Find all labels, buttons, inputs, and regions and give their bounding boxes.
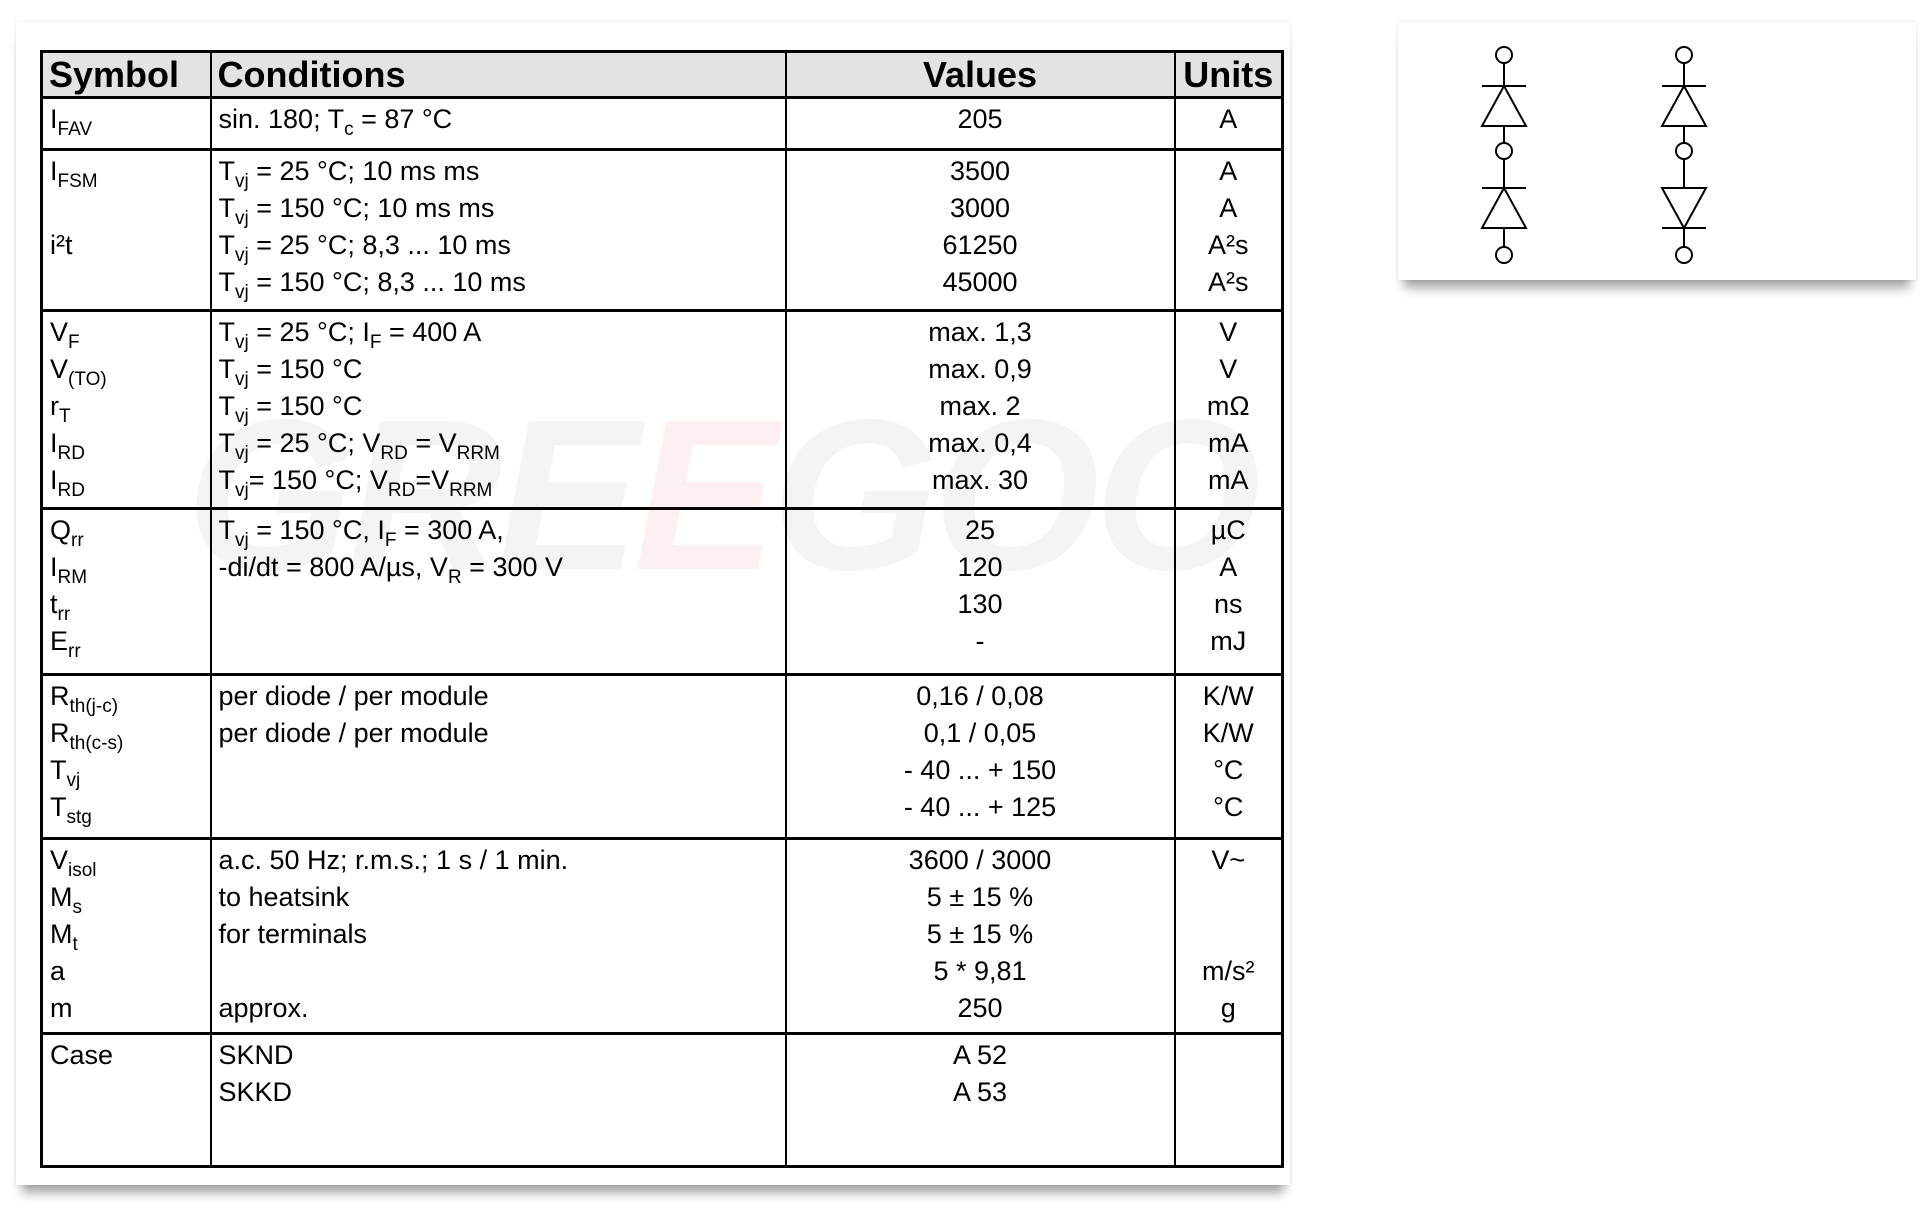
- values-cell: [786, 509, 1175, 675]
- symbol: $R_{th(c-s)}$: [50, 718, 124, 754]
- conditions-cell: [211, 311, 786, 509]
- conditions-cell: [211, 509, 786, 675]
- values-cell: [786, 150, 1175, 311]
- condition: to heatsink: [218, 882, 350, 912]
- condition: [219, 752, 778, 789]
- symbol-cell: [42, 509, 211, 675]
- unit: mΩ: [1206, 391, 1250, 421]
- symbol: $E_{rr}$: [50, 626, 81, 662]
- condition: $T_{vj} = 25$ °C; $V_{RD} = V_{RRM}$: [218, 428, 500, 464]
- symbol: [50, 1074, 203, 1111]
- circuit-diagram: [1398, 22, 1916, 280]
- table-row: [42, 311, 1283, 509]
- units-cell: [1175, 509, 1283, 675]
- conditions-cell: [211, 98, 786, 150]
- values-cell: [786, 675, 1175, 839]
- value: max. 0,9: [928, 354, 1032, 384]
- value: 61250: [942, 230, 1018, 260]
- diode-anti-series-icon: [1662, 47, 1706, 263]
- table-row: [42, 98, 1283, 150]
- symbol: $R_{th(j-c)}$: [50, 681, 119, 717]
- unit: µC: [1210, 515, 1246, 545]
- symbol: $M_t$: [50, 919, 78, 955]
- unit: A²s: [1208, 230, 1249, 260]
- symbol: $I_{RD}$: [50, 465, 85, 501]
- datasheet-table-card: [16, 22, 1290, 1185]
- value: max. 0,4: [928, 428, 1032, 458]
- condition: [219, 789, 778, 826]
- units-cell: [1175, 675, 1283, 839]
- condition: a.c. 50 Hz; r.m.s.; 1 s / 1 min.: [218, 845, 569, 875]
- symbol: i²t: [50, 230, 73, 260]
- value: - 40 ... + 125: [903, 792, 1057, 822]
- unit: m/s²: [1202, 956, 1255, 986]
- unit: A: [1219, 552, 1238, 582]
- symbol-cell: [42, 1034, 211, 1167]
- units-cell: [1175, 1034, 1283, 1167]
- symbol-cell: [42, 98, 211, 150]
- table-header: [42, 52, 1283, 98]
- symbol: Case: [50, 1040, 114, 1070]
- header-symbol: Symbol: [42, 52, 211, 98]
- conditions-cell: [211, 150, 786, 311]
- symbol: $T_{vj}$: [50, 755, 81, 791]
- condition: per diode / per module: [218, 681, 489, 711]
- conditions-cell: [211, 675, 786, 839]
- value: 3600 / 3000: [908, 845, 1052, 875]
- value: 130: [957, 589, 1003, 619]
- symbol: [50, 190, 203, 227]
- symbol: $I_{RD}$: [50, 428, 85, 464]
- table-row: [42, 509, 1283, 675]
- unit: °C: [1213, 755, 1244, 785]
- condition: $T_{vj} = 150$ °C; 8,3 ... 10 ms: [218, 267, 526, 303]
- value: max. 2: [939, 391, 1021, 421]
- symbol: $I_{FAV}$: [50, 104, 93, 140]
- condition: [219, 953, 778, 990]
- condition: $T_{vj} = 25$ °C; $I_F = 400$ A: [218, 317, 482, 353]
- condition: SKND: [218, 1040, 294, 1070]
- unit: A: [1219, 104, 1238, 134]
- conditions-cell: [211, 1034, 786, 1167]
- unit: A²s: [1208, 267, 1249, 297]
- unit: [1183, 916, 1275, 953]
- watermark: E: [633, 374, 772, 615]
- condition: $T_{vj} = 150$ °C: [218, 354, 363, 390]
- units-cell: [1175, 98, 1283, 150]
- value: - 40 ... + 150: [903, 755, 1057, 785]
- header-conditions: Conditions: [211, 52, 786, 98]
- condition: $T_{vj} = 25$ °C; 8,3 ... 10 ms: [218, 230, 511, 266]
- condition: [219, 623, 778, 660]
- value: 25: [964, 515, 996, 545]
- header-values: Values: [786, 52, 1175, 98]
- condition: sin. 180; $T_c = 87$ °C: [218, 104, 453, 140]
- symbol: $V_{(TO)}$: [50, 354, 107, 390]
- conditions-cell: [211, 839, 786, 1034]
- condition: $T_{vj} = 150$ °C: [218, 391, 363, 427]
- value: 205: [957, 104, 1003, 134]
- values-cell: [786, 1034, 1175, 1167]
- value: 250: [957, 993, 1003, 1023]
- unit: [1183, 1074, 1275, 1111]
- symbol: $r_T$: [50, 391, 71, 427]
- symbol: a: [50, 956, 66, 986]
- table-row: [42, 675, 1283, 839]
- symbol-cell: [42, 150, 211, 311]
- unit: [1183, 1037, 1275, 1074]
- unit: mJ: [1210, 626, 1247, 656]
- unit: V: [1219, 317, 1238, 347]
- condition: per diode / per module: [218, 718, 489, 748]
- value: A 53: [952, 1077, 1008, 1107]
- symbol-cell: [42, 311, 211, 509]
- condition: SKKD: [218, 1077, 293, 1107]
- specification-table: [40, 50, 1284, 1168]
- table-row: [42, 839, 1283, 1034]
- circuit-diagram-card: [1398, 22, 1916, 280]
- symbol-cell: [42, 839, 211, 1034]
- value: 3500: [949, 156, 1011, 186]
- diode-series-common-cathode-icon: [1482, 47, 1526, 263]
- value: 120: [957, 552, 1003, 582]
- unit: A: [1219, 156, 1238, 186]
- value: -: [975, 626, 985, 656]
- value: max. 30: [931, 465, 1029, 495]
- unit: °C: [1213, 792, 1244, 822]
- value: max. 1,3: [928, 317, 1032, 347]
- unit: ns: [1213, 589, 1243, 619]
- condition: -di/dt = 800 A/µs, $V_R = 300$ V: [218, 552, 564, 588]
- units-cell: [1175, 150, 1283, 311]
- header-units: Units: [1175, 52, 1283, 98]
- value: 5 ± 15 %: [926, 919, 1034, 949]
- symbol: $t_{rr}$: [50, 589, 71, 625]
- condition: $T_{vj}= 150$ °C; $V_{RD}=V_{RRM}$: [218, 465, 493, 501]
- condition: for terminals: [218, 919, 368, 949]
- value: 5 ± 15 %: [926, 882, 1034, 912]
- symbol: $I_{FSM}$: [50, 156, 98, 192]
- unit: mA: [1208, 428, 1249, 458]
- condition: $T_{vj} = 150$ °C; 10 ms ms: [218, 193, 495, 229]
- unit: g: [1220, 993, 1236, 1023]
- unit: V: [1219, 354, 1238, 384]
- symbol: $Q_{rr}$: [50, 515, 84, 551]
- condition: $T_{vj} = 150$ °C, $I_F = 300$ A,: [218, 515, 504, 551]
- value: A 52: [952, 1040, 1008, 1070]
- units-cell: [1175, 311, 1283, 509]
- value: 45000: [942, 267, 1018, 297]
- values-cell: [786, 839, 1175, 1034]
- unit: mA: [1208, 465, 1249, 495]
- symbol-cell: [42, 675, 211, 839]
- unit: K/W: [1202, 681, 1254, 711]
- symbol: $V_F$: [50, 317, 80, 353]
- table-row: [42, 1034, 1283, 1167]
- value: 0,16 / 0,08: [916, 681, 1044, 711]
- units-cell: [1175, 839, 1283, 1034]
- table-row: [42, 150, 1283, 311]
- unit: [1183, 879, 1275, 916]
- symbol: [50, 264, 203, 301]
- symbol: $M_s$: [50, 882, 82, 918]
- unit: V~: [1211, 845, 1246, 875]
- values-cell: [786, 98, 1175, 150]
- symbol: m: [50, 993, 73, 1023]
- value: 5 * 9,81: [933, 956, 1027, 986]
- condition: approx.: [218, 993, 309, 1023]
- table-body: [42, 98, 1283, 1167]
- values-cell: [786, 311, 1175, 509]
- unit: A: [1219, 193, 1238, 223]
- symbol: $V_{isol}$: [50, 845, 97, 881]
- condition: $T_{vj} = 25$ °C; 10 ms ms: [218, 156, 480, 192]
- symbol: $I_{RM}$: [50, 552, 88, 588]
- symbol: $T_{stg}$: [50, 792, 92, 828]
- value: 0,1 / 0,05: [923, 718, 1037, 748]
- condition: [219, 586, 778, 623]
- value: 3000: [949, 193, 1011, 223]
- unit: K/W: [1202, 718, 1254, 748]
